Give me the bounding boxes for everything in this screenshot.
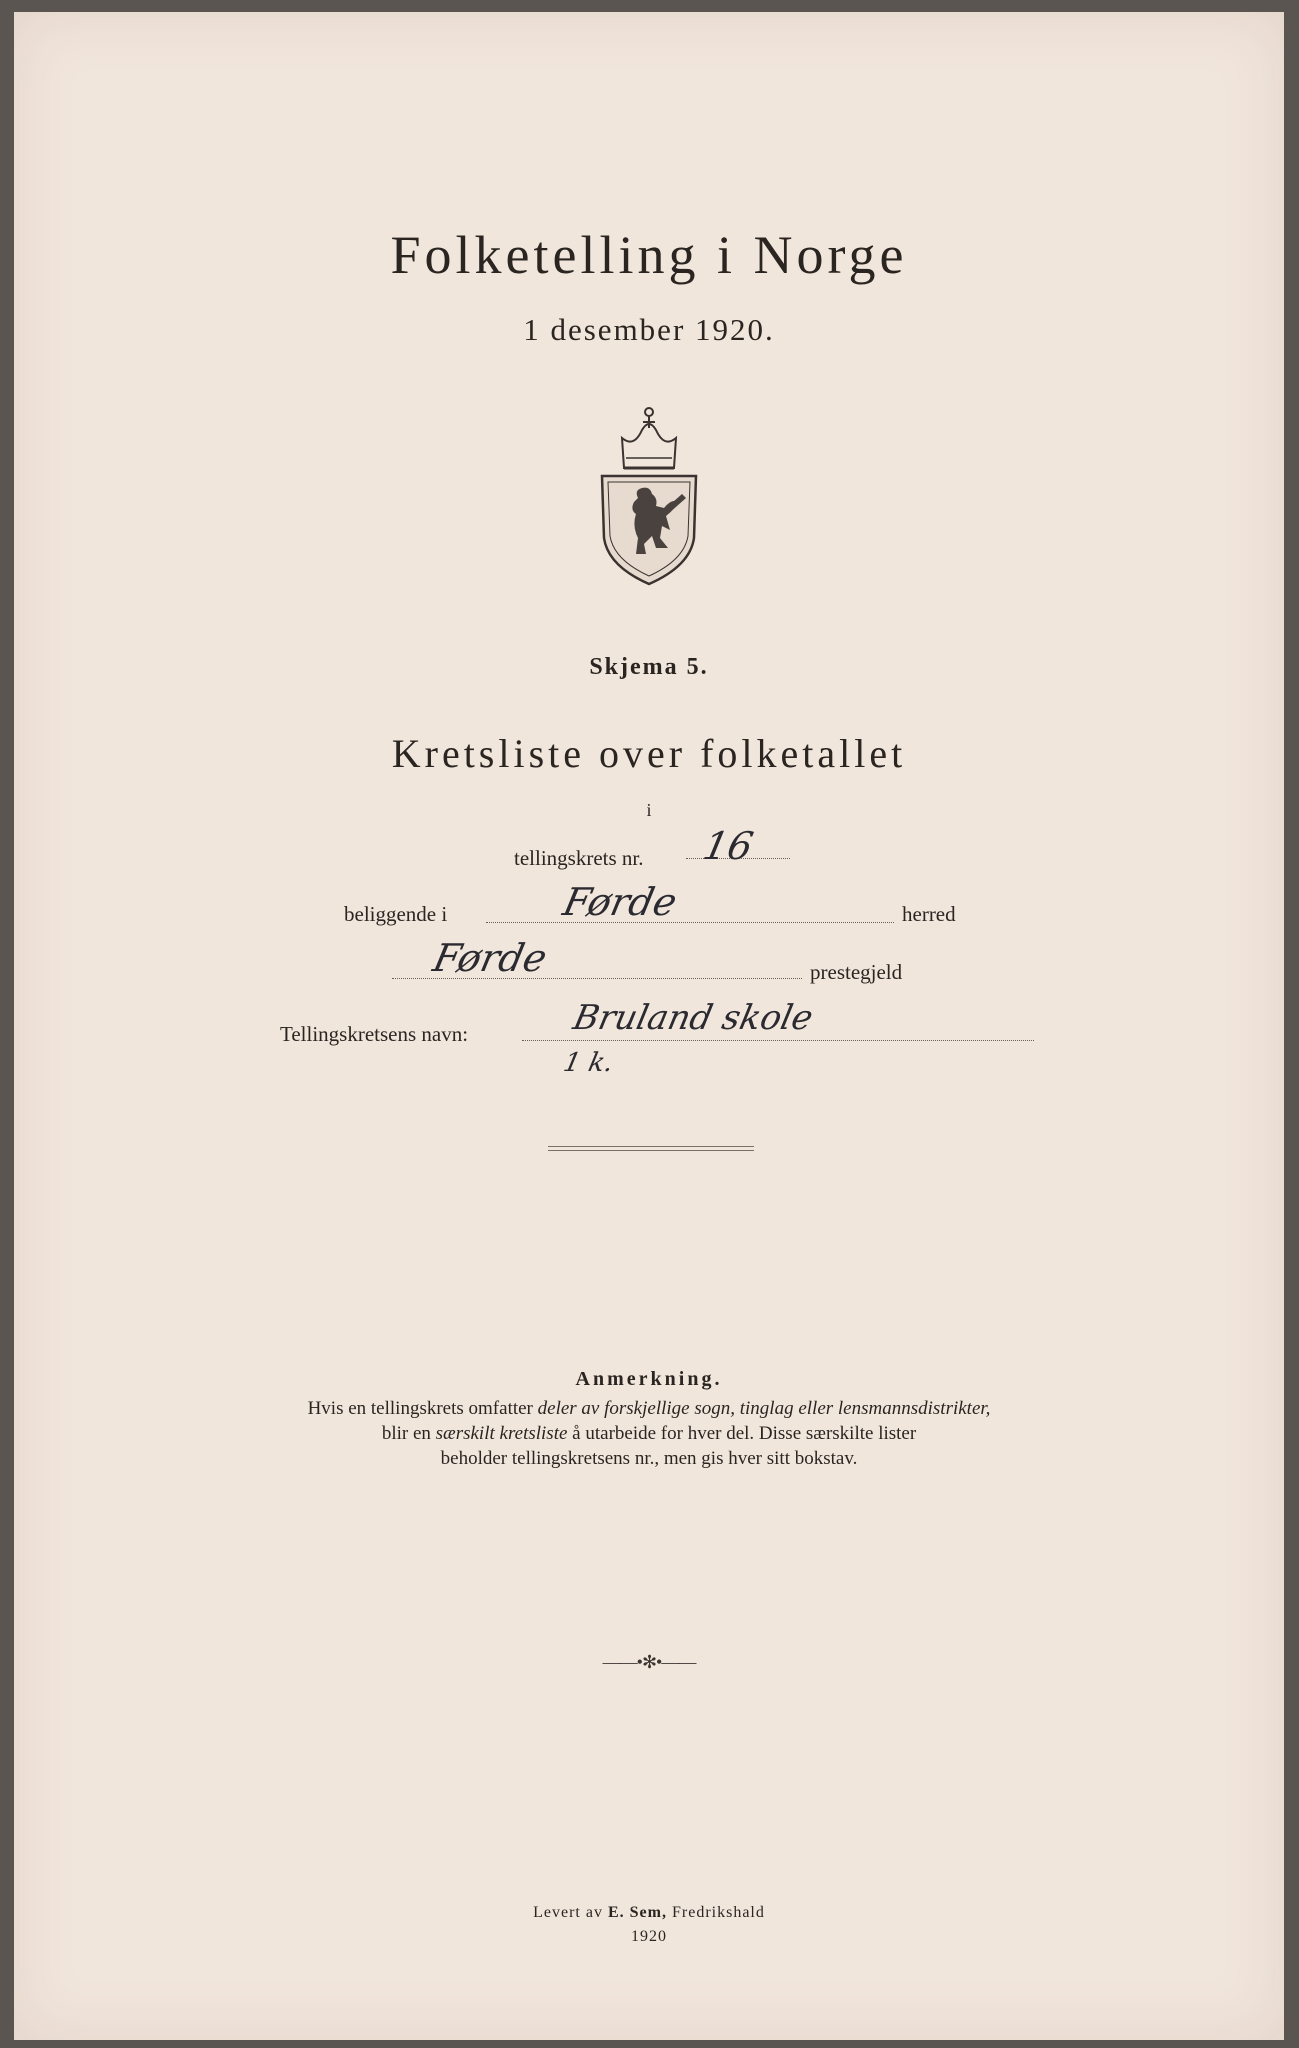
page-title: Folketelling i Norge — [390, 225, 908, 285]
herred-prefix: beliggende i — [344, 902, 448, 926]
krets-name-label: Tellingskretsens navn: — [280, 1022, 469, 1046]
note-title: Anmerkning. — [575, 1368, 723, 1390]
krets-name-line — [522, 1040, 1034, 1041]
norwegian-coat-of-arms-icon — [594, 398, 704, 588]
prestegjeld-suffix: prestegjeld — [810, 960, 903, 984]
printer-place: Fredrikshald — [671, 1904, 765, 1921]
prestegjeld-value: Førde — [429, 936, 551, 980]
herred-line — [486, 922, 894, 923]
note-line-1a: Hvis en tellingskrets omfatter — [307, 1398, 533, 1419]
krets-number-value: 16 — [699, 824, 758, 868]
note-line-3: beholder tellingskretsens nr., men gis hver sitt bokstav. — [440, 1448, 858, 1469]
note-line — [14, 1396, 1284, 1421]
note-line-2a: blir en — [381, 1423, 431, 1444]
note-line-2c: å utarbeide for hver del. Disse særskilte lister — [572, 1423, 917, 1444]
ornament-divider: ——•✻•—— — [602, 1652, 696, 1672]
schema-number: Skjema 5. — [589, 654, 709, 680]
krets-number-label: tellingskrets nr. — [514, 846, 644, 870]
krets-name-value: Bruland skole — [569, 998, 817, 1038]
printer-prefix: Levert av — [533, 1904, 603, 1921]
census-form-page — [14, 12, 1284, 2040]
herred-suffix: herred — [902, 902, 956, 926]
form-heading: Kretsliste over folketallet — [391, 731, 907, 776]
note-text — [14, 1396, 1284, 1471]
divider-rule — [548, 1150, 754, 1151]
note-line — [14, 1421, 1284, 1446]
census-date: 1 desember 1920. — [523, 312, 775, 347]
printer-credit — [14, 1904, 1284, 1922]
krets-name-extra: 1 k. — [560, 1048, 617, 1078]
connector-word: i — [646, 800, 652, 820]
divider-rule — [548, 1146, 754, 1147]
note-line-1b: deler av forskjellige sogn, tinglag eller lensmannsdistrikter, — [537, 1398, 991, 1419]
herred-value: Førde — [559, 880, 681, 924]
note-line-2b: særskilt kretsliste — [435, 1423, 568, 1444]
printer-name: E. Sem, — [607, 1904, 667, 1921]
print-year: 1920 — [631, 1928, 667, 1945]
